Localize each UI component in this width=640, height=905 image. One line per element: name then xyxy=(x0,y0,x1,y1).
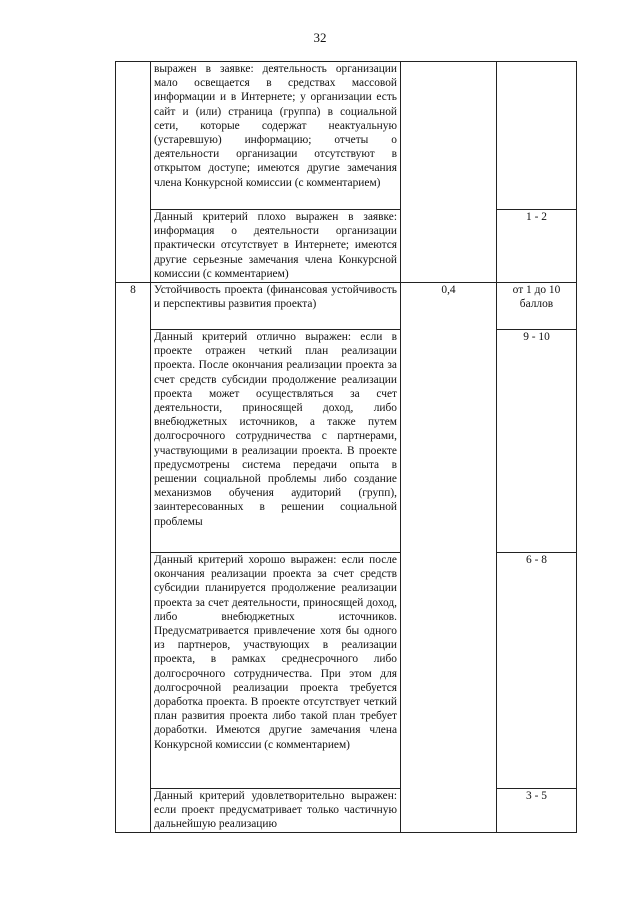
criterion-score xyxy=(497,62,577,210)
criterion-description: выражен в заявке: деятельность организации мало освещается в средствах массовой информации и в Интернете; у организации есть сайт и (или) страница (группа) в социальной сети, которые содержат неактуальную (устаревшую) информацию; отчеты о деятельности организации отсутствуют в открытом доступе; имеются другие замечания члена Конкурсной комиссии (с комментарием) xyxy=(151,62,401,210)
row-number: 8 xyxy=(116,283,151,833)
criterion-score: 6 - 8 xyxy=(497,553,577,789)
criterion-score-range: от 1 до 10 баллов xyxy=(497,283,577,330)
criterion-weight xyxy=(401,62,497,283)
criteria-table xyxy=(115,61,577,833)
row-number xyxy=(116,62,151,283)
criterion-weight: 0,4 xyxy=(401,283,497,833)
table-row xyxy=(116,553,577,789)
criterion-description: Данный критерий удовлетворительно выражен: если проект предусматривает только частичную дальнейшую реализацию xyxy=(151,789,401,833)
criterion-description: Данный критерий плохо выражен в заявке: информация о деятельности организации практически отсутствует в Интернете; имеются другие серьезные замечания члена Конкурсной комиссии (с комментарием) xyxy=(151,210,401,283)
criterion-score: 3 - 5 xyxy=(497,789,577,833)
page-number: 32 xyxy=(313,30,327,45)
table-row xyxy=(116,789,577,833)
criterion-title: Устойчивость проекта (финансовая устойчивость и перспективы развития проекта) xyxy=(151,283,401,330)
table-row xyxy=(116,210,577,283)
criterion-score: 9 - 10 xyxy=(497,330,577,553)
table-row xyxy=(116,283,577,330)
criterion-description: Данный критерий хорошо выражен: если после окончания реализации проекта за счет средств субсидии планируется продолжение реализации проекта за счет деятельности, приносящей доход, либо внебюджетных источников. Предусматривается привлечение хотя бы одного из партнеров, участвующих в реализации проекта, в рамках среднесрочного либо долгосрочного сотрудничества. При этом для долгосрочной реализации проекта требуется доработка проекта. В проекте отсутствует четкий план развития проекта либо такой план требует доработки. Имеются другие замечания члена Конкурсной комиссии (с комментарием) xyxy=(151,553,401,789)
table-row xyxy=(116,330,577,553)
criterion-description: Данный критерий отлично выражен: если в проекте отражен четкий план реализации проекта. После окончания реализации проекта за счет средств субсидии продолжение реализации проекта может осуществляться за счет деятельности, приносящей доход, либо внебюджетных источников, а также путем долгосрочного сотрудничества с партнерами, участвующими в реализации проекта. В проекте предусмотрены система передачи опыта в решении социальной проблемы либо создание механизмов обучения аудиторий (групп), заинтересованных в решении социальной проблемы xyxy=(151,330,401,553)
table-row xyxy=(116,62,577,210)
criterion-score: 1 - 2 xyxy=(497,210,577,283)
